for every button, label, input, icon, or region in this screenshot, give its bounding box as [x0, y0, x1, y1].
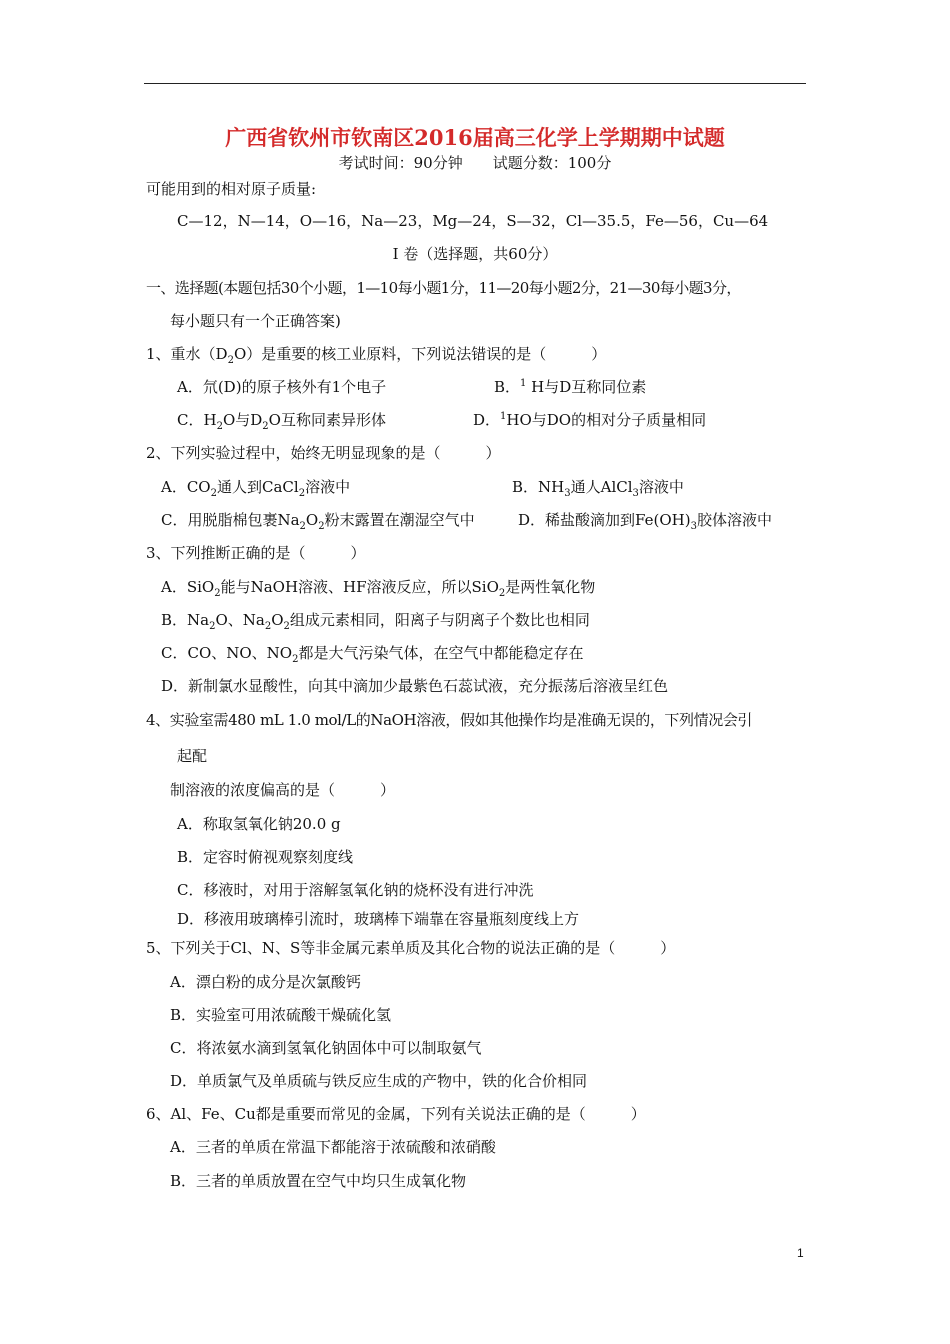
question-2-option-b: B．$NH_3$通人AlCl$_3$溶液中: [512, 478, 684, 499]
question-2-option-a: A．$CO_2$通人到CaCl$_2$溶液中: [161, 478, 351, 499]
question-4-option-a: A．称取氢氧化钠20.0 g: [177, 815, 341, 833]
page-number: 1: [797, 1246, 804, 1260]
header-rule: [144, 83, 806, 84]
part-one-heading: 一、选择题(本题包括30个小题，1—10每小题1分，11—20每小题2分，21—30每小题3分，: [146, 279, 741, 297]
question-3-option-a: A．SiO$_2$能与NaOH溶液、HF溶液反应，所以SiO$_2$是两性氧化物: [161, 578, 596, 599]
question-1-option-c: C．$H_2O$与$D_2O$互称同素异形体: [177, 411, 386, 432]
section-title: Ⅰ 卷（选择题，共60分）: [392, 245, 558, 263]
question-3-option-c: C．CO、NO、$NO_2$都是大气污染气体，在空气中都能稳定存在: [161, 644, 584, 665]
question-1-option-b: B．$^1$ H与D互称同位素: [494, 378, 647, 396]
question-1-option-a: A．氘(D)的原子核外有1个电子: [177, 378, 387, 396]
question-4-stem-line1: 4、实验室需480 mL 1.0 mol/L的NaOH溶液，假如其他操作均是准确无误的，下列情况会引: [146, 711, 753, 729]
question-1-option-d: D．$^1$HO与DO的相对分子质量相同: [473, 411, 707, 429]
question-6-option-a: A．三者的单质在常温下都能溶于浓硫酸和浓硝酸: [170, 1138, 496, 1156]
question-3-option-d: D．新制氯水显酸性，向其中滴加少最紫色石蕊试液，充分振荡后溶液呈红色: [161, 677, 669, 695]
question-3-option-b: B．$Na_2O$、$Na_2O_2$组成元素相同，阳离子与阴离子个数比也相同: [161, 611, 590, 632]
question-3-stem: 3、下列推断正确的是（ ）: [146, 544, 366, 562]
question-5-option-c: C．将浓氨水滴到氢氧化钠固体中可以制取氨气: [170, 1039, 482, 1057]
question-4-option-b: B．定容时俯视观察刻度线: [177, 848, 354, 866]
question-5-option-a: A．漂白粉的成分是次氯酸钙: [170, 973, 361, 991]
question-5-option-d: D．单质氯气及单质硫与铁反应生成的产物中，铁的化合价相同: [170, 1072, 588, 1090]
question-4-stem-line2: 起配: [177, 747, 208, 765]
part-one-note: 每小题只有一个正确答案): [170, 312, 341, 330]
question-4-stem-line3: 制溶液的浓度偏高的是（ ）: [170, 781, 396, 799]
question-1-stem: 1、重水$(D_2O)$是重要的核工业原料，下列说法错误的是（ ）: [146, 345, 607, 366]
exam-info: 考试时间：90分钟 试题分数：100分: [338, 154, 612, 172]
question-6-option-b: B．三者的单质放置在空气中均只生成氧化物: [170, 1172, 467, 1190]
question-5-option-b: B．实验室可用浓硫酸干燥硫化氢: [170, 1006, 392, 1024]
atomic-mass-list: C—12，N—14，O—16，Na—23，Mg—24，S—32，Cl—35.5，Fe—56，Cu—64: [177, 212, 769, 230]
question-5-stem: 5、下列关于Cl、N、S等非金属元素单质及其化合物的说法正确的是（ ）: [146, 939, 676, 957]
question-2-option-d: D．稀盐酸滴加到$Fe(OH)_3$胶体溶液中: [518, 511, 772, 532]
question-2-option-c: C．用脱脂棉包裹$Na_2O_2$粉末露置在潮湿空气中: [161, 511, 475, 532]
question-2-stem: 2、下列实验过程中，始终无明显现象的是（ ）: [146, 444, 501, 462]
question-4-option-d: D．移液用玻璃棒引流时，玻璃棒下端靠在容量瓶刻度线上方: [177, 910, 580, 928]
atomic-mass-label: 可能用到的相对原子质量:: [146, 180, 317, 198]
page-title: 广西省钦州市钦南区2016届高三化学上学期期中试题: [225, 125, 725, 150]
question-6-stem: 6、Al、Fe、Cu都是重要而常见的金属，下列有关说法正确的是（ ）: [146, 1105, 646, 1123]
question-4-option-c: C．移液时，对用于溶解氢氧化钠的烧杯没有进行冲洗: [177, 881, 534, 899]
